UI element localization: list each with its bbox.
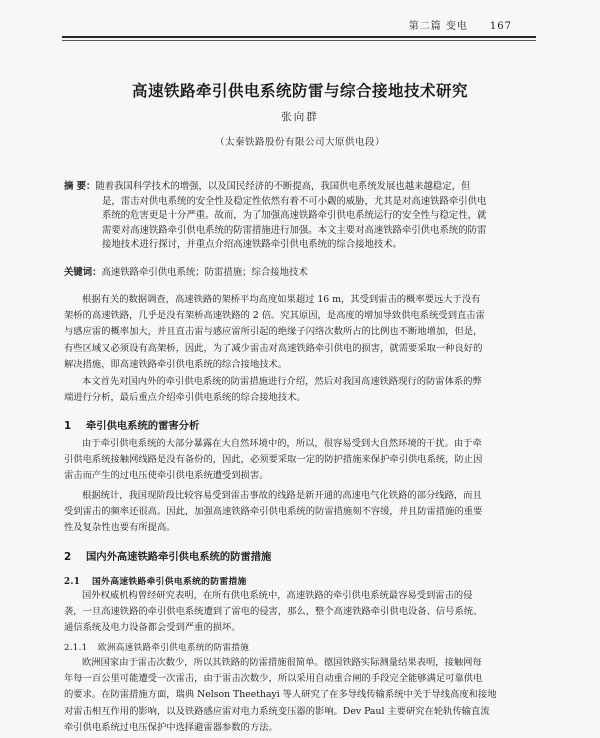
subsection-2-1-1-paragraph: 欧洲国家由于雷击次数少，所以其铁路的防雷措施很简单。德国铁路实际测量结果表明，接触网每 年每一百公里可能遭受一次雷击，由于雷击次数少，所以采用自动重合闸的手段完全能够满足可靠供电 的要求。在防雷措施方面，瑞典 Nelson Theethayi 等人研究了在多导线传输系统中关于导线高度和接地 对雷击相互作用的影响，以及铁路感应雷对电力系统变压器的影响。Dev Paul 主要研究在轮轨传输直流 牵引供电系统过电压保护中选择避雷器参数的方法。 <box>64 657 497 733</box>
keywords-label: 关键词： <box>64 267 102 278</box>
abstract-line: 系统的危害更是十分严重。故而，为了加强高速铁路牵引供电系统运行的安全性与稳定性，就 <box>102 210 487 221</box>
subsection-2-1-paragraph: 国外权威机构曾经研究表明，在所有供电系统中，高速铁路的牵引供电系统最容易受到雷击的侵 袭，一旦高速铁路的牵引供电系统遭到了雷电的侵害，那么，整个高速铁路牵引供电设备、信号系统、 通信系统及电力设备都会受到严重的损坏。 <box>64 590 483 634</box>
header-rule-thin <box>62 40 536 41</box>
paper-title: 高速铁路牵引供电系统防雷与综合接地技术研究 <box>131 81 468 100</box>
running-head-section: 第二篇 变电 <box>408 21 468 32</box>
abstract-line: 摘 要：随着我国科学技术的增强，以及国民经济的不断提高，我国供电系统发展也越来越稳定，但 <box>64 181 471 192</box>
subsection-2-1-1-heading: 2.1.1 欧洲高速铁路牵引供电系统的防雷措施 <box>64 643 250 653</box>
abstract-label: 摘 要： <box>64 181 96 192</box>
author-name: 张向群 <box>281 111 319 123</box>
author-affiliation: （太秦铁路股份有限公司大原供电段） <box>214 137 385 148</box>
subsection-2-1-heading: 2.1 国外高速铁路牵引供电系统的防雷措施 <box>64 577 247 587</box>
abstract-line: 是，雷击对供电系统的安全性及稳定性依然有着不可小觑的威胁，尤其是对高速铁路牵引供电 <box>102 195 487 207</box>
section-1-paragraph-2: 根据统计，我国现阶段比较容易受到雷击事故的线路是新开通的高速电气化铁路的部分线路，而且 受到雷击的频率还很高。因此，加强高速铁路牵引供电系统的防雷措施刻不容缓，并且防雷措施的重要 性及复杂性也要有所提高。 <box>64 490 483 534</box>
page-number: 167 <box>489 21 512 32</box>
keywords <box>64 266 544 280</box>
section-1-paragraph-1: 由于牵引供电系统的大部分暴露在大自然环境中的，所以，很容易受到大自然环境的干扰。由于牵 引供电系统接触网线路是没有备份的，因此，必须要采取一定的防护措施来保护牵引供电系统，防止因 雷击而产生的过电压使牵引供电系统遭受到损害。 <box>64 438 483 482</box>
abstract-line: 接地技术进行探讨，并重点介绍高速铁路牵引供电系统的综合接地技术。 <box>102 239 403 250</box>
intro-paragraph-1: 根据有关的数据调查，高速铁路的架桥平均高度如果超过 16 m，其受到雷击的概率要远大于没有 架桥的高速铁路，几乎是没有架桥高速铁路的 2 倍。究其原因，是高度的增加导致供电系统受到直击雷 与感应雷的概率加大，并且直击雷与感应雷所引起的绝缘子闪络次数所占的比例也不断地增加，但是， 有些区域又必须设有高架桥，因此，为了减少雷击对高速铁路牵引供电的损害，就需要采取一种良好的 解决措施，即高速铁路牵引供电系统的综合接地技术。 <box>64 294 485 370</box>
abstract-line: 需要对高速铁路牵引供电系统的防雷措施进行加强。本文主要对高速铁路牵引供电系统的防雷 <box>102 224 487 236</box>
intro-paragraph-2: 本文首先对国内外的牵引供电系统的防雷措施进行介绍，然后对我国高速铁路现行的防雷体系的弊 端进行分析，最后重点介绍牵引供电系统的综合接地技术。 <box>64 376 482 404</box>
section-1-heading: 1 牵引供电系统的雷害分析 <box>64 420 200 432</box>
header-rule-thick <box>62 36 536 38</box>
running-head <box>409 17 512 32</box>
abstract <box>64 180 544 253</box>
section-2-heading: 2 国内外高速铁路牵引供电系统的防雷措施 <box>64 551 272 563</box>
keywords-text: 高速铁路牵引供电系统；防雷措施；综合接地技术 <box>101 267 308 278</box>
